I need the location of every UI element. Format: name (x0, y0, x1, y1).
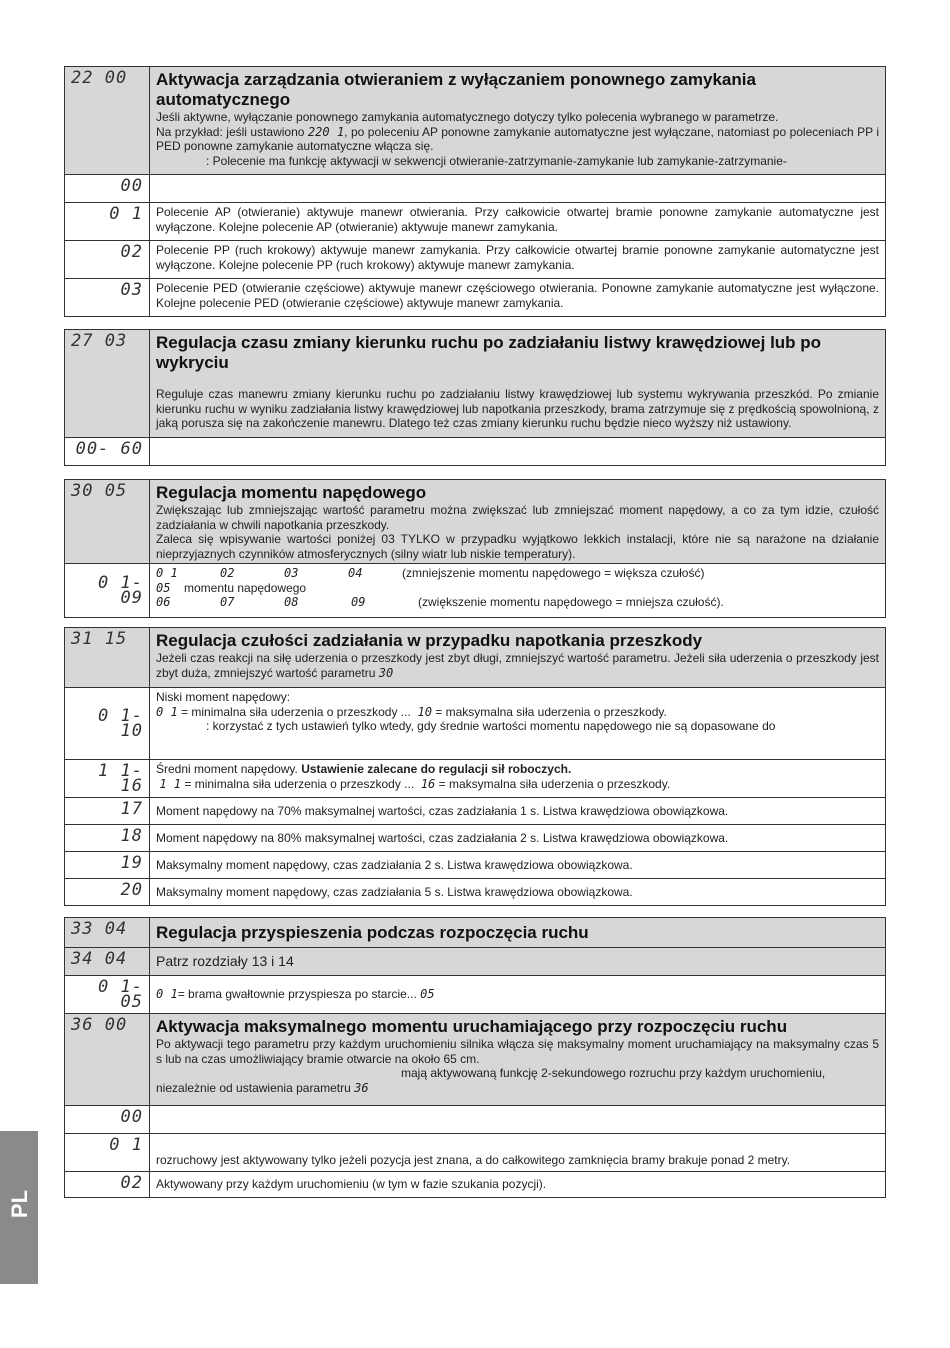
range-line-high: 06 07 08 09 (zwiększenie momentu napędowego = mniejsza czułość). (156, 595, 724, 609)
range-code: 0 1- 05 (65, 976, 150, 1014)
option-code: 17 (65, 798, 150, 825)
param-title: Regulacja przyspieszenia podczas rozpoczęcia ruchu (156, 923, 589, 942)
param-code: 22 00 (65, 67, 150, 175)
param-code: 27 03 (65, 330, 150, 438)
param-code: 36 00 (65, 1014, 150, 1106)
param-27-table (64, 329, 886, 466)
range-line-low: 0 1 02 03 04 (zmniejszenie momentu napędowego = większa czułość) (156, 566, 705, 580)
option-code: 02 (65, 1172, 150, 1198)
language-side-tab (0, 1131, 38, 1284)
option-code: 02 (65, 241, 150, 279)
option-text: Moment napędowy na 80% maksymalnej wartości, czas zadziałania 2 s. Listwa krawędziowa obowiązkowa. (150, 825, 886, 852)
param-22-table (64, 66, 886, 317)
param-header (150, 628, 886, 688)
option-text: Aktywowany przy każdym uruchomieniu (w tym w fazie szukania pozycji). (150, 1172, 886, 1198)
option-code: 18 (65, 825, 150, 852)
range-code: 00- 60 (65, 438, 150, 466)
param-header (150, 918, 886, 948)
option-code: 00 (65, 1106, 150, 1134)
param-title: Aktywacja maksymalnego momentu uruchamiającego przy rozpoczęciu ruchu (156, 1017, 788, 1036)
param-title: Regulacja momentu napędowego (156, 483, 427, 502)
range-code: 1 1- 16 (65, 760, 150, 798)
range-line-mid: 05 momentu napędowego (156, 580, 307, 595)
language-label: PL (7, 1189, 33, 1219)
range-code: 0 1- 10 (65, 688, 150, 760)
range-text: 0 1= brama gwałtownie przyspiesza po starcie... 05 (150, 976, 886, 1014)
param-desc: Po aktywacji tego parametru przy każdym uruchomieniu silnika włącza się maksymalny moment uruchamiający na maksymalny czas 5 s lub na czas umożliwiający bramie otwarcie na około 65 cm. (156, 1037, 879, 1066)
param-code: 30 05 (65, 480, 150, 564)
option-code: 20 (65, 879, 150, 906)
option-code: 19 (65, 852, 150, 879)
param-header (150, 1014, 886, 1106)
param-30-table (64, 479, 886, 618)
param-desc: mają aktywowaną funkcję 2-sekundowego rozruchu przy każdym uruchomieniu, (401, 1066, 826, 1080)
param-33-table (64, 917, 886, 1014)
segment-value: 220 1 (307, 124, 345, 139)
param-header (150, 480, 886, 564)
option-code: 03 (65, 279, 150, 317)
param-desc-example: Na przykład: jeśli ustawiono 220 1, po poleceniu AP ponowne zamykanie automatyczne jest wyłączane, natomiast po poleceniach PP i PED ponowne zamykanie automatyczne włącza się. (156, 124, 880, 153)
option-text: Polecenie PP (ruch krokowy) aktywuje manewr zamykania. Przy całkowicie otwartej bramie ponowne zamykanie automatyczne jest wyłączone. Kolejne polecenie PP (ruch krokowy) aktywuje manewr zamykania. (150, 241, 886, 279)
param-desc: Jeżeli czas reakcji na siłę uderzenia o przeszkody jest zbyt długi, zmniejszyć wartość parametru. Jeżeli siła uderzenia o przeszkody jest zbyt duża, zmniejszyć wartość parametru 30 (156, 651, 879, 680)
option-text: Maksymalny moment napędowy, czas zadziałania 2 s. Listwa krawędziowa obowiązkowa. (150, 852, 886, 879)
range-text: Niski moment napędowy: 0 1 = minimalna siła uderzenia o przeszkody ... 10 = maksymalna siła uderzenia o przeszkody. : korzystać z tych ustawień tylko wtedy, gdy średnie wartości momentu napędowego nie są dopasowane do (150, 688, 886, 760)
param-code: 33 04 (65, 918, 150, 948)
param-31-table (64, 627, 886, 906)
option-code: 00 (65, 175, 150, 203)
param-header (150, 67, 886, 175)
option-text: Maksymalny moment napędowy, czas zadziałania 5 s. Listwa krawędziowa obowiązkowa. (150, 879, 886, 906)
param-title: Regulacja czasu zmiany kierunku ruchu po zadziałaniu listwy krawędziowej lub po wykryciu (156, 333, 822, 372)
param-title: Aktywacja zarządzania otwieraniem z wyłączaniem ponownego zamykania automatycznego (156, 70, 756, 109)
option-text (150, 175, 886, 203)
range-text: Średni moment napędowy. Ustawienie zalecane do regulacji sił roboczych. 1 1 = minimalna siła uderzenia o przeszkody ... 16 = maksymalna siła uderzenia o przeszkody. (150, 760, 886, 798)
param-desc: Reguluje czas manewru zmiany kierunku ruchu po zadziałaniu listwy krawędziowej lub systemu wykrywania przeszkód. Po zmianie kierunku ruchu w wyniku zadziałania listwy krawędziowej lub napotkania przeszkody, brama zatrzymuje się z prędkością spowolnioną, z jaką porusza się na zakończenie manewru. Dlatego też czas zmiany kierunku ruchu będzie nieco wyższy niż ustawiony. (156, 387, 879, 430)
param-36-table (64, 1013, 886, 1198)
param-desc: Zwiększając lub zmniejszając wartość parametru można zwiększać lub zmniejszać moment napędowy, a co za tym idzie, czułość zadziałania w chwili napotkania przeszkody. (156, 503, 879, 532)
option-text (150, 1106, 886, 1134)
param-desc: niezależnie od ustawienia parametru 36 (156, 1080, 369, 1095)
param-see-chapters: Patrz rozdziały 13 i 14 (150, 948, 886, 976)
param-desc-note: : Polecenie ma funkcję aktywacji w sekwencji otwieranie-zatrzymanie-zamykanie lub zamykanie-zatrzymanie- (206, 153, 787, 168)
range-text (150, 564, 886, 618)
option-text: Polecenie AP (otwieranie) aktywuje manewr otwierania. Przy całkowicie otwartej bramie ponowne zamykanie automatyczne jest wyłączone. Kolejne polecenie AP (otwieranie) aktywuje manewr zamykania. (150, 203, 886, 241)
option-text: rozruchowy jest aktywowany tylko jeżeli pozycja jest znana, a do całkowitego zamknięcia bramy brakuje ponad 2 metry. (150, 1134, 886, 1172)
option-text: Polecenie PED (otwieranie częściowe) aktywuje manewr częściowego otwierania. Ponowne zamykanie automatyczne jest wyłączone. Kolejne polecenie PED (otwieranie częściowe) aktywuje manewr zamykania. (150, 279, 886, 317)
param-desc: Zaleca się wpisywanie wartości poniżej 03 TYLKO w przypadku wyjątkowo lekkich instalacji, które nie są narażone na działanie nieprzyjaznych czynników atmosferycznych (silny wiatr lub niskie temperatury). (156, 532, 879, 561)
range-text (150, 438, 886, 466)
option-code: 0 1 (65, 203, 150, 241)
option-text: Moment napędowy na 70% maksymalnej wartości, czas zadziałania 1 s. Listwa krawędziowa obowiązkowa. (150, 798, 886, 825)
param-header (150, 330, 886, 438)
param-code: 34 04 (65, 948, 150, 976)
param-title: Regulacja czułości zadziałania w przypadku napotkania przeszkody (156, 631, 703, 650)
param-code: 31 15 (65, 628, 150, 688)
param-desc-line: Jeśli aktywne, wyłączanie ponownego zamykania automatycznego dotyczy tylko polecenia wybranego w parametrze. (156, 110, 779, 124)
range-code: 0 1- 09 (65, 564, 150, 618)
option-code: 0 1 (65, 1134, 150, 1172)
